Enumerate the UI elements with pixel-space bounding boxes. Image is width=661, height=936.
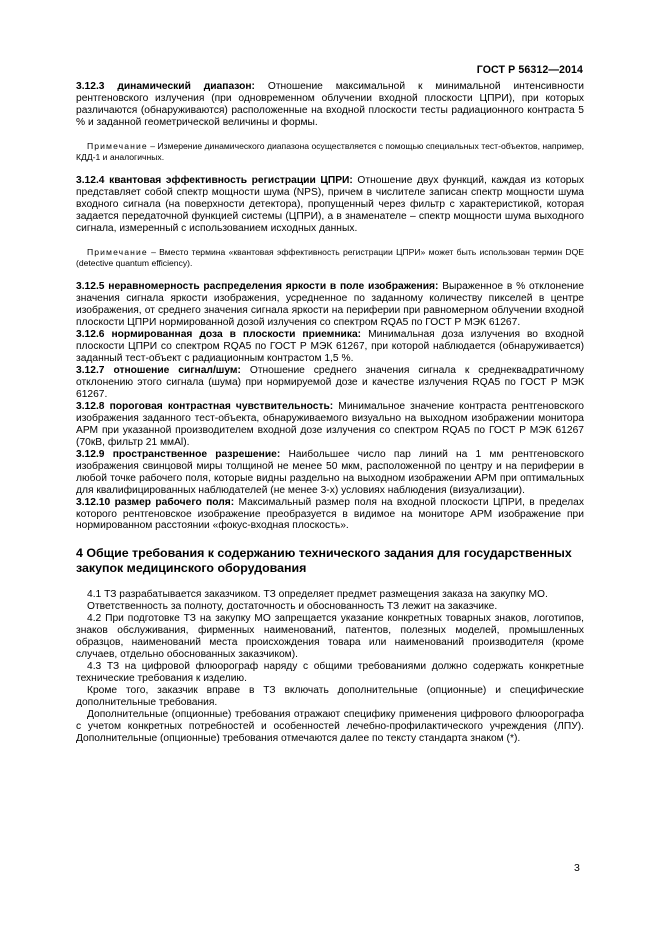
clause-term: динамический диапазон: <box>117 81 255 92</box>
clause-number: 3.12.7 <box>76 365 105 377</box>
clause-3-12-8 <box>76 401 584 449</box>
clause-number: 3.12.3 <box>76 81 105 92</box>
clause-text: Отношение двух функций, каждая из которых представляет собой спектр мощности шума (NPS), причем в числителе записан спектр мощности шума входного сигнала (на поверхности детектора), пропущенный через фильтр с характеристикой, которая задается передаточной функцией системы (ЦПРИ), а в знаменателе – спектр мощности шума выходного сигнала, измеренный с использованием исходных данных. <box>76 175 584 235</box>
clause-term: нормированная доза в плоскости приемника: <box>111 329 362 341</box>
clause-3-12-10 <box>76 497 584 533</box>
clause-number: 3.12.10 <box>76 496 111 508</box>
note-label: Примечание <box>87 246 148 257</box>
clause-text: Отношение среднего значения сигнала к среднеквадратичному отклонению этого сигнала (шума) при нормируемой дозе и качестве излучения RQA5 по ГОСТ Р МЭК 61267. <box>76 365 585 400</box>
clause-3-12-5 <box>76 281 584 329</box>
clause-3-12-7 <box>76 365 584 401</box>
standard-header: ГОСТ Р 56312—2014 <box>476 64 583 76</box>
clause-term: неравномерность распределения яркости в поле изображения: <box>108 281 439 293</box>
note-dqe <box>76 247 584 269</box>
clause-3-12-3 <box>76 81 584 129</box>
clause-term: пороговая контрастная чувствительность: <box>109 400 334 412</box>
clause-number: 3.12.5 <box>76 281 105 293</box>
clause-3-12-6 <box>76 329 584 365</box>
paragraph: Ответственность за полноту, достаточность и обоснованность ТЗ лежит на заказчике. <box>87 601 498 613</box>
clause-number: 3.12.6 <box>76 329 105 341</box>
clause-number: 3.12.8 <box>76 400 105 412</box>
clause-3-12-9 <box>76 449 584 497</box>
clause-number: 3.12.4 <box>76 175 105 187</box>
note-dynamic-range <box>76 141 584 163</box>
note-label: Примечание <box>87 140 148 151</box>
clause-text: Отношение максимальной к минимальной интенсивности рентгеновского излучения (при одновременном облучении входной плоскости ЦПРИ), при которых различаются (обнаруживаются) расположенные на входной плоскости тесты радиационного контраста 5 % и заданной геометрической величины и формы. <box>76 81 584 128</box>
clause-term: пространственное разрешение: <box>112 448 281 460</box>
clause-text: Выраженное в % отклонение значения сигнала яркости изображения, усредненное по заданному количеству пикселей в центре изображения, от среднего значения сигнала яркости на периферии при равномерном облучении входной плоскости ЦПРИ нормированной дозой излучения со спектром RQA5 по ГОСТ Р МЭК 61267. <box>76 281 584 329</box>
clause-text: Минимальное значение контраста рентгеновского изображения заданного тест-объекта, обнаруживаемого визуально на выходном изображении монитора АРМ при указанной производителем входной дозе излучения со спектром RQA5 по ГОСТ Р МЭК 61267 (70кВ, фильтр 21 ммAl). <box>76 400 584 448</box>
paragraph: 4.2 При подготовке ТЗ на закупку МО запрещается указание конкретных товарных знаков, логотипов, знаков обслуживания, фирменных наименований, патентов, полезных моделей, промышленных образцов, наименований места происхождения товара или наименований производителя (кроме случаев, отдельно обоснованных заказчиком). <box>76 613 584 661</box>
clause-term: размер рабочего поля: <box>114 496 235 508</box>
clause-term: квантовая эффективность регистрации ЦПРИ: <box>109 175 353 187</box>
clause-number: 3.12.9 <box>76 448 105 460</box>
page-content <box>76 81 584 745</box>
clause-text: Минимальная доза излучения во входной плоскости ЦПРИ со спектром RQA5 по ГОСТ Р МЭК 61267, при которой наблюдается (обнаруживается) заданный тест-объект с радиационным контрастом 1,5 %. <box>76 329 584 365</box>
note-text: – Вместо термина «квантовая эффективность регистрации ЦПРИ» может быть использован термин DQE (detective quantum efficiency). <box>76 246 585 269</box>
clause-text: Наибольшее число пар линий на 1 мм рентгеновского изображения свинцовой миры толщиной не менее 50 мкм, расположенной по центру и на периферии в любой точке рабочего поля, которые видны раздельно на выходном изображении АРМ при оптимальных для квалифицированных наблюдателей (не менее 3-х) условиях наблюдения (визуализации). <box>76 448 584 496</box>
page-number: 3 <box>574 862 580 874</box>
clause-term: отношение сигнал/шум: <box>113 365 241 377</box>
paragraph: Дополнительные (опционные) требования отражают специфику применения цифрового флюорографа с учетом конкретных потребностей и особенностей лечебно-профилактического учреждения (ЛПУ). Дополнительные (опционные) требования отмечаются далее по тексту стандарта знаком (*). <box>76 708 584 744</box>
note-text: – Измерение динамического диапазона осуществляется с помощью специальных тест-объектов, например, КДД-1 и аналогичных. <box>76 140 585 163</box>
clause-text: Максимальный размер поля на входной плоскости ЦПРИ, в пределах которого рентгеновское изображение преобразуется в видимое на мониторе АРМ изображение при нормированном расстоянии «фокус-входная плоскость». <box>76 496 584 532</box>
clause-3-12-4 <box>76 175 584 235</box>
paragraph: 4.1 ТЗ разрабатывается заказчиком. ТЗ определяет предмет размещения заказа на закупку МО. <box>87 589 548 601</box>
paragraph: 4.3 ТЗ на цифровой флюорограф наряду с общими требованиями должно содержать конкретные технические требования к изделию. <box>76 661 584 685</box>
paragraph: Кроме того, заказчик вправе в ТЗ включать дополнительные (опционные) и специфические дополнительные требования. <box>76 685 584 708</box>
section-4-title: 4 Общие требования к содержанию технического задания для государственных закупок медицинского оборудования <box>76 546 572 576</box>
